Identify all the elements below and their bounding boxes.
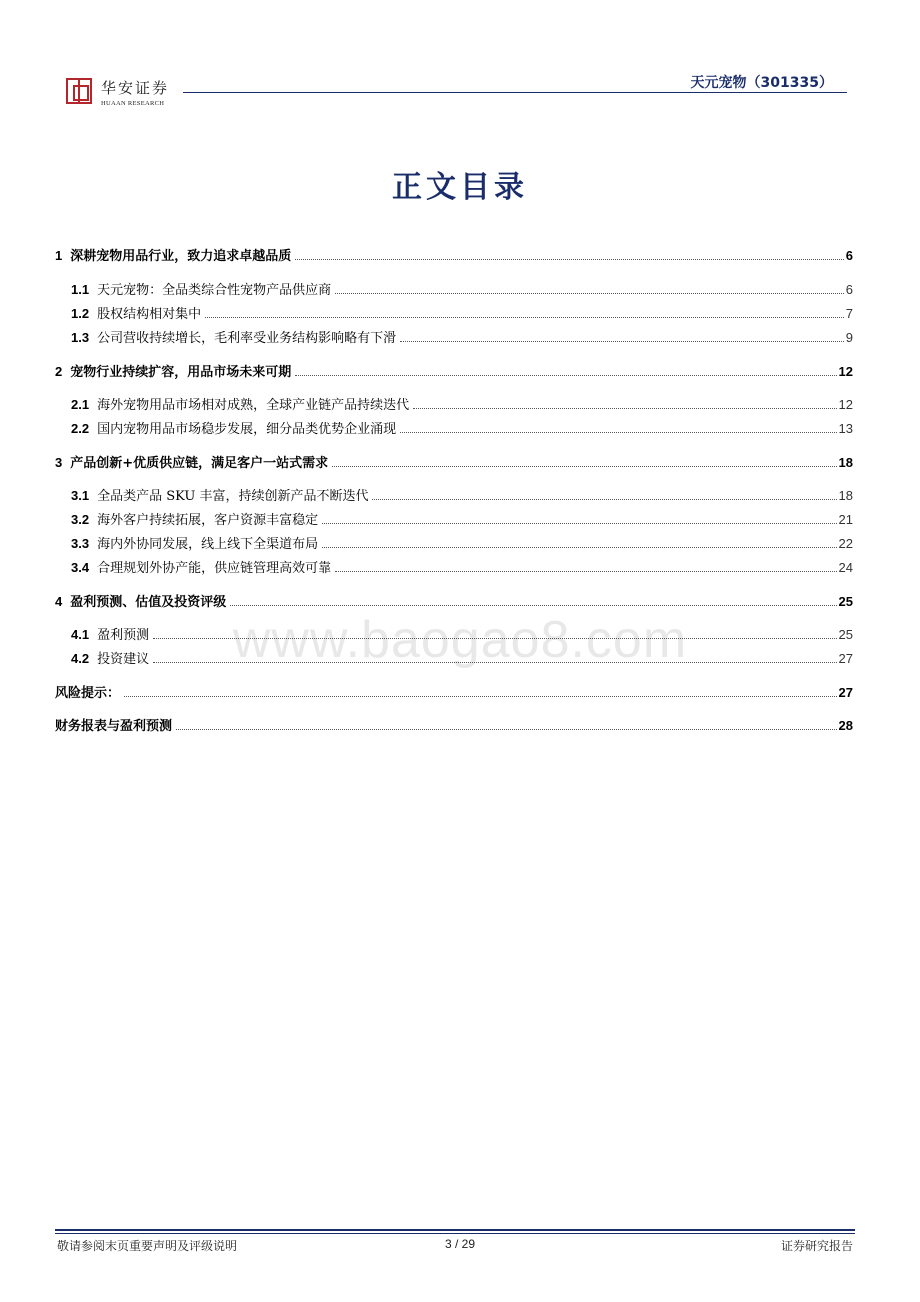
toc-entry[interactable] [71, 303, 853, 322]
toc-entry-title: 深耕宠物用品行业，致力追求卓越品质 [70, 249, 292, 264]
toc-entry-title: 盈利预测 [97, 628, 150, 643]
toc-entry[interactable] [71, 648, 853, 667]
logo-english-text: HUAAN RESEARCH [101, 100, 165, 107]
toc-entry-page: 13 [838, 421, 853, 436]
toc-entry-title: 公司营收持续增长，毛利率受业务结构影响略有下滑 [97, 331, 397, 346]
logo-chinese-text: 华安证券 [101, 79, 170, 97]
toc-leader-dots [124, 695, 837, 697]
toc-leader-dots [372, 498, 836, 500]
toc-entry[interactable] [71, 485, 853, 504]
toc-entry-number: 4.1 [71, 627, 90, 642]
page-number: 3 / 29 [444, 1237, 476, 1251]
toc-leader-dots [413, 407, 836, 409]
header-divider [183, 92, 847, 93]
toc-entry-number: 1.1 [71, 282, 90, 297]
toc-entry-number: 4 [55, 594, 63, 609]
toc-entry-page: 12 [838, 364, 853, 379]
toc-leader-dots [205, 316, 844, 318]
footer-divider-thin [55, 1233, 855, 1234]
toc-entry-title: 海内外协同发展，线上线下全渠道布局 [97, 537, 319, 552]
toc-leader-dots [322, 522, 836, 524]
toc-entry-number: 2.1 [71, 397, 90, 412]
toc-entry-title: 产品创新+优质供应链，满足客户一站式需求 [70, 456, 329, 471]
toc-entry[interactable] [71, 279, 853, 298]
toc-entry-page: 25 [838, 594, 853, 609]
toc-entry[interactable] [71, 394, 853, 413]
toc-entry[interactable] [55, 715, 853, 734]
toc-entry-number: 1.3 [71, 330, 90, 345]
toc-entry-title: 国内宠物用品市场稳步发展，细分品类优势企业涌现 [97, 422, 397, 437]
toc-leader-dots [322, 546, 836, 548]
toc-entry-title: 海外宠物用品市场相对成熟，全球产业链产品持续迭代 [97, 398, 410, 413]
company-name: 天元宠物（301335） [690, 75, 833, 91]
page-title: 正文目录 [392, 170, 528, 205]
toc-leader-dots [176, 728, 837, 730]
toc-leader-dots [295, 374, 836, 376]
footer-disclaimer: 敬请参阅末页重要声明及评级说明 [57, 1239, 238, 1253]
toc-entry-page: 18 [838, 455, 853, 470]
toc-leader-dots [400, 431, 836, 433]
toc-leader-dots [153, 637, 836, 639]
toc-entry-page: 18 [838, 488, 853, 503]
toc-entry-page: 21 [838, 512, 853, 527]
toc-entry[interactable] [55, 591, 853, 610]
toc-entry-title: 天元宠物：全品类综合性宠物产品供应商 [97, 283, 332, 298]
toc-entry[interactable] [71, 327, 853, 346]
toc-leader-dots [230, 604, 836, 606]
toc-entry-number: 1.2 [71, 306, 90, 321]
toc-entry-title: 海外客户持续拓展，客户资源丰富稳定 [97, 513, 319, 528]
watermark: www.baogao8.com [232, 611, 688, 669]
toc-entry-number: 3.1 [71, 488, 90, 503]
toc-entry-number: 2 [55, 364, 63, 379]
toc-entry-title: 盈利预测、估值及投资评级 [70, 595, 227, 610]
footer-report-type: 证券研究报告 [780, 1239, 853, 1253]
toc-entry-page: 22 [838, 536, 853, 551]
toc-entry[interactable] [71, 418, 853, 437]
toc-entry-page: 24 [838, 560, 853, 575]
toc-entry-number: 2.2 [71, 421, 90, 436]
toc-leader-dots [332, 465, 836, 467]
huaan-logo-icon [66, 78, 92, 104]
toc-leader-dots [295, 258, 844, 260]
toc-entry-title: 全品类产品 SKU 丰富，持续创新产品不断迭代 [97, 489, 369, 504]
toc-entry-page: 6 [845, 282, 853, 297]
toc-entry[interactable] [55, 245, 853, 264]
toc-entry-page: 28 [838, 718, 853, 733]
toc-entry[interactable] [71, 624, 853, 643]
toc-leader-dots [335, 292, 844, 294]
toc-entry-page: 12 [838, 397, 853, 412]
toc-entry-page: 25 [838, 627, 853, 642]
page-header [0, 0, 920, 120]
toc-entry[interactable] [71, 509, 853, 528]
toc-entry-page: 27 [838, 651, 853, 666]
toc-entry[interactable] [71, 557, 853, 576]
toc-entry-number: 3.3 [71, 536, 90, 551]
toc-entry-number: 3 [55, 455, 63, 470]
toc-entry-title: 宠物行业持续扩容，用品市场未来可期 [70, 365, 292, 380]
toc-entry[interactable] [55, 361, 853, 380]
toc-entry-page: 9 [845, 330, 853, 345]
toc-entry-title: 风险提示： [55, 686, 121, 701]
toc-entry[interactable] [55, 682, 853, 701]
footer-divider [55, 1229, 855, 1231]
toc-entry-title: 投资建议 [97, 652, 150, 667]
toc-entry[interactable] [71, 533, 853, 552]
toc-entry-number: 3.2 [71, 512, 90, 527]
toc-entry-page: 7 [845, 306, 853, 321]
toc-entry-title: 合理规划外协产能，供应链管理高效可靠 [97, 561, 332, 576]
toc-entry-title: 股权结构相对集中 [97, 307, 202, 322]
toc-entry[interactable] [55, 452, 853, 471]
toc-entry-title: 财务报表与盈利预测 [55, 719, 173, 734]
toc-leader-dots [335, 570, 836, 572]
toc-leader-dots [400, 340, 844, 342]
toc-entry-page: 6 [845, 248, 853, 263]
toc-entry-number: 3.4 [71, 560, 90, 575]
toc-entry-page: 27 [838, 685, 853, 700]
toc-leader-dots [153, 661, 836, 663]
toc-entry-number: 1 [55, 248, 63, 263]
toc-entry-number: 4.2 [71, 651, 90, 666]
